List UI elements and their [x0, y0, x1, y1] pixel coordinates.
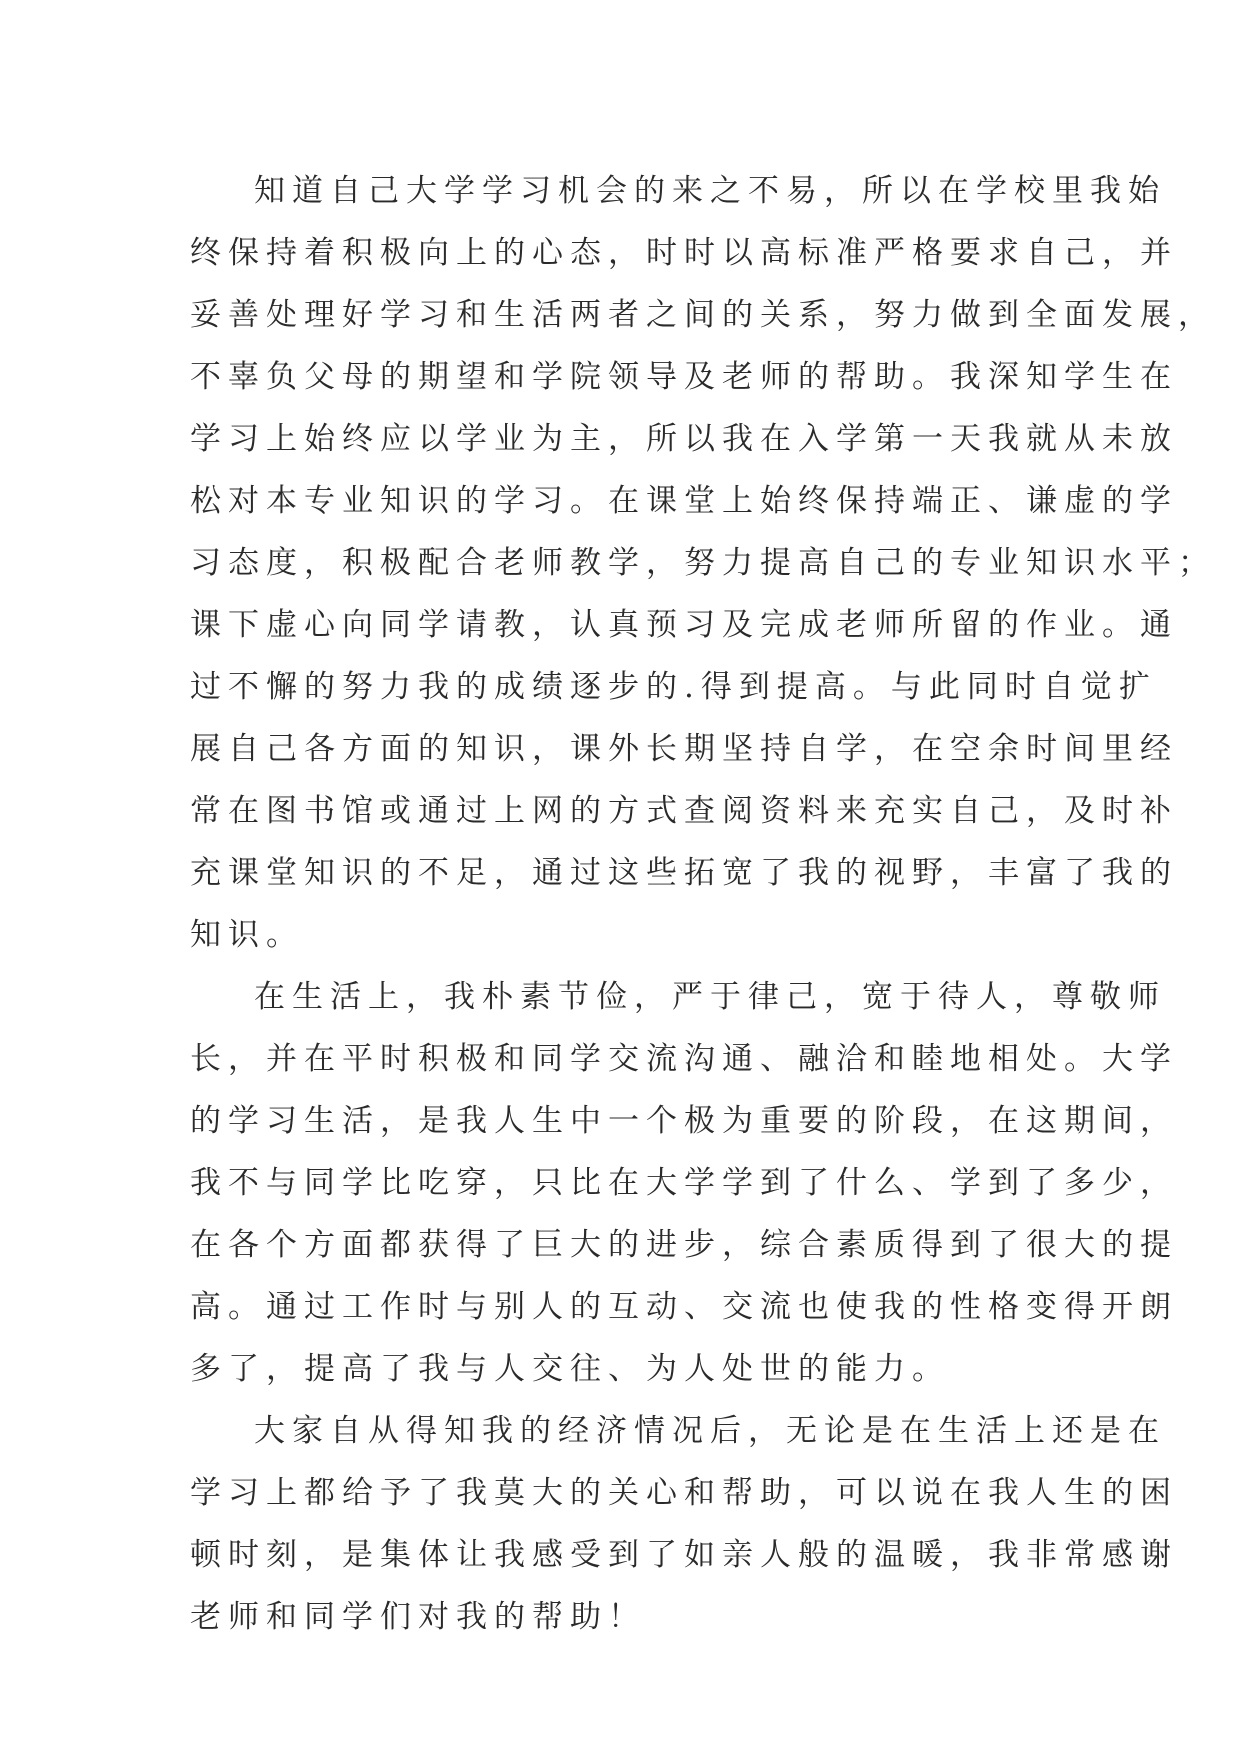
paragraph-1-line-9: 过不懈的努力我的成绩逐步的.得到提高。与此同时自觉扩	[190, 669, 1157, 705]
paragraph-1-line-11: 常在图书馆或通过上网的方式查阅资料来充实自己，及时补	[190, 793, 1178, 829]
paragraph-1-line-3: 妥善处理好学习和生活两者之间的关系，努力做到全面发展，	[190, 297, 1216, 333]
paragraph-2-line-6: 高。通过工作时与别人的互动、交流也使我的性格变得开朗	[190, 1289, 1178, 1325]
paragraph-3-line-2: 学习上都给予了我莫大的关心和帮助，可以说在我人生的困	[190, 1475, 1178, 1511]
paragraph-1-line-4: 不辜负父母的期望和学院领导及老师的帮助。我深知学生在	[190, 359, 1178, 395]
paragraph-2-line-7: 多了，提高了我与人交往、为人处世的能力。	[190, 1351, 950, 1387]
paragraph-2-line-5: 在各个方面都获得了巨大的进步，综合素质得到了很大的提	[190, 1227, 1178, 1263]
paragraph-1-line-5: 学习上始终应以学业为主，所以我在入学第一天我就从未放	[190, 421, 1178, 457]
paragraph-1-line-8: 课下虚心向同学请教，认真预习及完成老师所留的作业。通	[190, 607, 1178, 643]
paragraph-1-line-13: 知识。	[190, 917, 304, 953]
paragraph-3-line-3: 顿时刻，是集体让我感受到了如亲人般的温暖，我非常感谢	[190, 1537, 1178, 1573]
paragraph-1-line-10: 展自己各方面的知识，课外长期坚持自学，在空余时间里经	[190, 731, 1178, 767]
paragraph-1-line-12: 充课堂知识的不足，通过这些拓宽了我的视野，丰富了我的	[190, 855, 1178, 891]
paragraph-1-line-1: 知道自己大学学习机会的来之不易，所以在学校里我始	[254, 173, 1166, 209]
paragraph-2-line-4: 我不与同学比吃穿，只比在大学学到了什么、学到了多少，	[190, 1165, 1178, 1201]
paragraph-2-line-2: 长，并在平时积极和同学交流沟通、融洽和睦地相处。大学	[190, 1041, 1178, 1077]
paragraph-1-line-2: 终保持着积极向上的心态，时时以高标准严格要求自己，并	[190, 235, 1178, 271]
paragraph-2-line-1: 在生活上，我朴素节俭，严于律己，宽于待人，尊敬师	[254, 979, 1166, 1015]
paragraph-3-line-4: 老师和同学们对我的帮助！	[190, 1599, 646, 1635]
document-body	[190, 160, 1216, 1648]
paragraph-2-line-3: 的学习生活，是我人生中一个极为重要的阶段，在这期间，	[190, 1103, 1178, 1139]
paragraph-3-line-1: 大家自从得知我的经济情况后，无论是在生活上还是在	[254, 1413, 1166, 1449]
paragraph-1-line-6: 松对本专业知识的学习。在课堂上始终保持端正、谦虚的学	[190, 483, 1178, 519]
paragraph-1-line-7: 习态度，积极配合老师教学，努力提高自己的专业知识水平；	[190, 545, 1216, 581]
